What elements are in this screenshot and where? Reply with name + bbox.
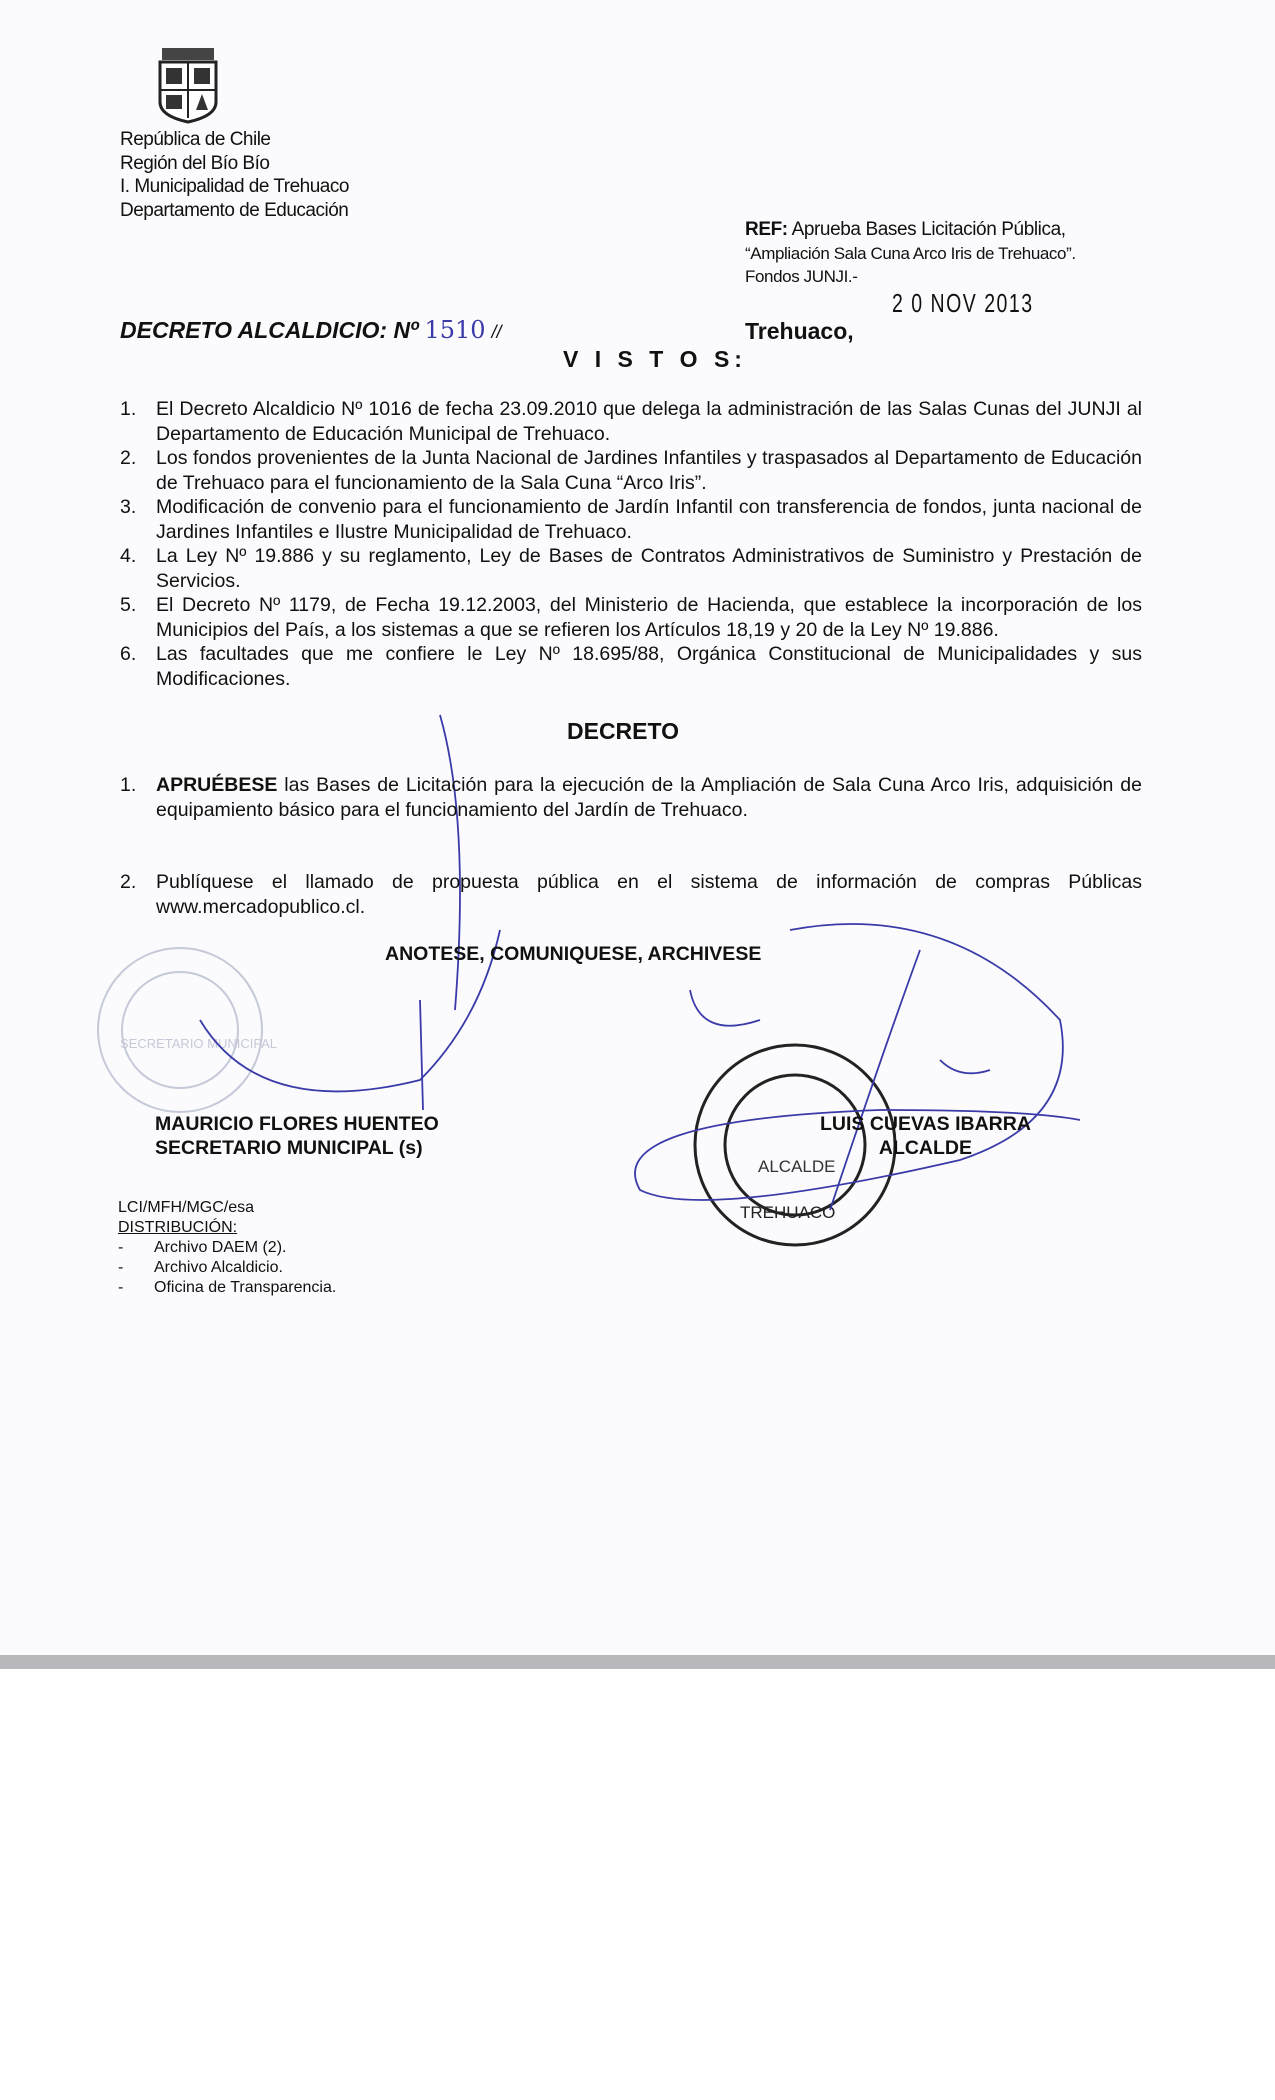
decree-suffix: // bbox=[491, 322, 502, 342]
item-text: Las facultades que me confiere le Ley Nº 18.695/88, Orgánica Constitucional de Municipalidades y sus Modificaciones. bbox=[156, 643, 1142, 690]
decree-label: DECRETO ALCALDICIO: Nº bbox=[120, 317, 419, 343]
item-text: El Decreto Nº 1179, de Fecha 19.12.2003, del Ministerio de Hacienda, que establece la incorporación de los Municipios del País, a los sistemas a que se refieren los Artículos 18,19 y 20 de la Ley Nº 19.886. bbox=[156, 594, 1142, 641]
place: Trehuaco, bbox=[745, 318, 854, 344]
ref-label: REF: bbox=[745, 219, 788, 240]
distribution-item: - Archivo Alcaldicio. bbox=[118, 1258, 336, 1278]
item-text: El Decreto Alcaldicio Nº 1016 de fecha 23.09.2010 que delega la administración de las Salas Cunas del JUNJI al Departamento de Educación Municipal de Trehuaco. bbox=[156, 398, 1142, 445]
item-text: Los fondos provenientes de la Junta Nacional de Jardines Infantiles y traspasados al Departamento de Educación de Trehuaco para el funcionamiento de la Sala Cuna “Arco Iris”. bbox=[156, 447, 1142, 494]
list-item: 1. APRUÉBESE las Bases de Licitación para la ejecución de la Ampliación de Sala Cuna Arco Iris, adquisición de equipamiento básico para el funcionamiento del Jardín de Trehuaco. bbox=[120, 774, 1142, 821]
header-line: República de Chile bbox=[120, 129, 271, 150]
item-text: La Ley Nº 19.886 y su reglamento, Ley de Bases de Contratos Administrativos de Suministro y Prestación de Servicios. bbox=[156, 545, 1142, 592]
ref-line: “Ampliación Sala Cuna Arco Iris de Trehuaco”. bbox=[745, 243, 1076, 263]
signer-name: MAURICIO FLORES HUENTEO bbox=[155, 1113, 439, 1135]
distribution-item: - Oficina de Transparencia. bbox=[118, 1278, 336, 1298]
list-item: 1. El Decreto Alcaldicio Nº 1016 de fecha 23.09.2010 que delega la administración de las Salas Cunas del JUNJI al Departamento de Educación Municipal de Trehuaco. bbox=[120, 398, 1142, 445]
stamp-right-text: ALCALDE bbox=[758, 1157, 836, 1176]
header-line: Región del Bío Bío bbox=[120, 152, 270, 174]
municipal-crest-logo bbox=[160, 48, 216, 122]
list-item: 4. La Ley Nº 19.886 y su reglamento, Ley de Bases de Contratos Administrativos de Suministro y Prestación de Servicios. bbox=[120, 545, 1142, 592]
item-bold: APRUÉBESE bbox=[156, 774, 278, 796]
distribution-block bbox=[118, 1198, 336, 1298]
mayor-signature-block bbox=[820, 1112, 1031, 1160]
signer-name: LUIS CUEVAS IBARRA bbox=[820, 1113, 1031, 1135]
secretary-signature-block bbox=[155, 1112, 439, 1160]
list-item: 6. Las facultades que me confiere le Ley Nº 18.695/88, Orgánica Constitucional de Municipalidades y sus Modificaciones. bbox=[120, 643, 1142, 690]
list-item: 3. Modificación de convenio para el funcionamiento de Jardín Infantil con transferencia de fondos, junta nacional de Jardines Infantiles e Ilustre Municipalidad de Trehuaco. bbox=[120, 496, 1142, 543]
issuer-header bbox=[120, 128, 349, 222]
item-text: las Bases de Licitación para la ejecución de la Ampliación de Sala Cuna Arco Iris, adquisición de equipamiento básico para el funcionamiento del Jardín de Trehuaco. bbox=[156, 774, 1142, 821]
scan-edge bbox=[0, 1655, 1275, 1669]
decree-number: 1510 bbox=[424, 316, 486, 344]
signer-title: SECRETARIO MUNICIPAL (s) bbox=[155, 1137, 423, 1159]
initials: LCI/MFH/MGC/esa bbox=[118, 1199, 255, 1216]
distribution-item: - Archivo DAEM (2). bbox=[118, 1238, 336, 1258]
ref-line: Aprueba Bases Licitación Pública, bbox=[787, 219, 1066, 240]
decreto-list bbox=[120, 773, 1142, 919]
signer-title: ALCALDE bbox=[878, 1137, 973, 1159]
list-item: 2. Publíquese el llamado de propuesta pública en el sistema de información de compras Públicas www.mercadopublico.cl. bbox=[120, 871, 1142, 918]
item-text: Publíquese el llamado de propuesta pública en el sistema de información de compras Públicas www.mercadopublico.cl. bbox=[156, 871, 1142, 918]
reference-block bbox=[745, 218, 1076, 289]
distribution-label: DISTRIBUCIÓN: bbox=[118, 1219, 238, 1236]
vistos-heading: V I S T O S: bbox=[563, 346, 747, 372]
decree-number-line bbox=[120, 316, 502, 344]
list-item: 2. Los fondos provenientes de la Junta Nacional de Jardines Infantiles y traspasados al Departamento de Educación de Trehuaco para el funcionamiento de la Sala Cuna “Arco Iris”. bbox=[120, 447, 1142, 494]
header-line: Departamento de Educación bbox=[120, 199, 349, 221]
item-text: Modificación de convenio para el funcionamiento de Jardín Infantil con transferencia de fondos, junta nacional de Jardines Infantiles e Ilustre Municipalidad de Trehuaco. bbox=[156, 496, 1142, 543]
vistos-list bbox=[120, 397, 1142, 691]
header-line: I. Municipalidad de Trehuaco bbox=[120, 176, 349, 197]
closing-formula: ANOTESE, COMUNIQUESE, ARCHIVESE bbox=[385, 943, 762, 965]
list-item: 5. El Decreto Nº 1179, de Fecha 19.12.2003, del Ministerio de Hacienda, que establece la incorporación de los Municipios del País, a los sistemas a que se refieren los Artículos 18,19 y 20 de la Ley Nº 19.886. bbox=[120, 594, 1142, 641]
ref-line: Fondos JUNJI.- bbox=[745, 267, 858, 286]
stamp-left-text: SECRETARIO MUNICIPAL bbox=[120, 1036, 277, 1051]
date-stamp: 2 0 NOV 2013 bbox=[892, 288, 1034, 318]
stamp-right-bottom: TREHUACO bbox=[740, 1203, 836, 1222]
decreto-heading: DECRETO bbox=[567, 718, 680, 744]
secretary-stamp bbox=[98, 948, 262, 1112]
